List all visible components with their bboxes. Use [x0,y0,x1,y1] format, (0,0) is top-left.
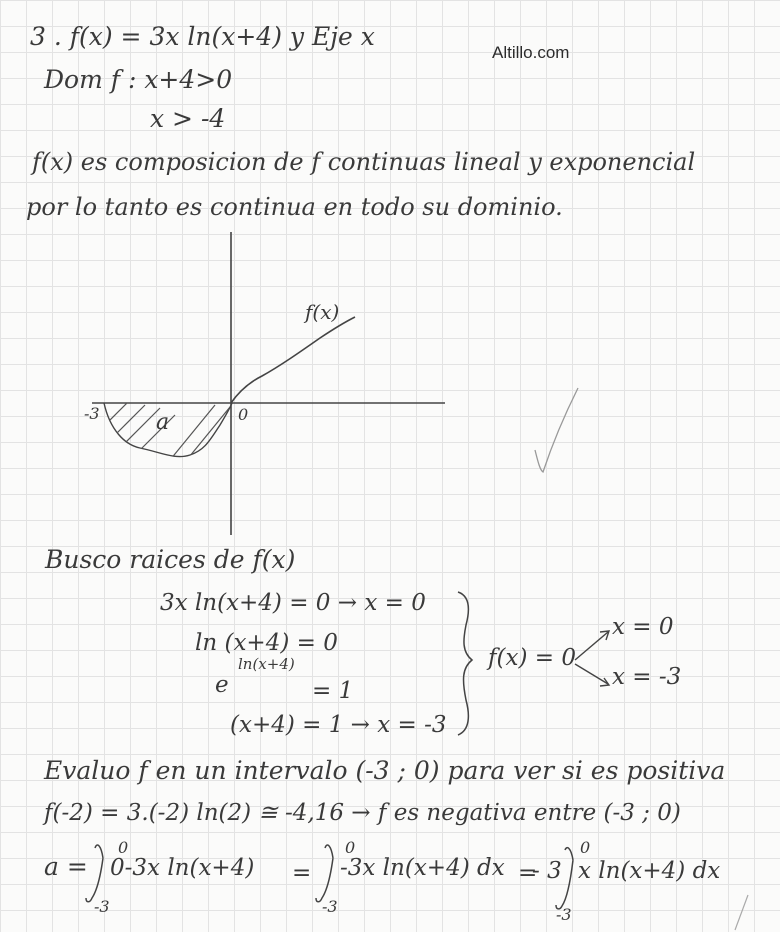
integral-sign-1 [86,845,103,902]
integral-2-lower: -3 [322,897,338,916]
roots-summary: f(x) = 0 [488,645,576,671]
integral-sign-2 [316,845,333,902]
arrow-up [575,632,608,660]
roots-line-3-rhs: = 1 [312,678,354,704]
integral-2-upper: 0 [345,838,356,857]
domain-result: x > -4 [150,104,226,133]
curve-label: f(x) [305,300,340,324]
right-brace [458,592,472,735]
roots-line-1: 3x ln(x+4) = 0 → x = 0 [160,590,426,616]
integral-3-upper: 0 [580,838,591,857]
continuity-line-2: por lo tanto es continua en todo su dominio. [26,193,563,221]
roots-line-4: (x+4) = 1 → x = -3 [230,712,447,738]
area-symbol: a = [44,852,88,881]
curve-positive-branch [231,317,355,403]
equals-2: = [518,860,538,886]
arrow-down [575,664,608,684]
left-tick-label: -3 [84,404,100,423]
region-label: a [156,410,170,435]
roots-heading: Busco raices de f(x) [45,545,296,574]
domain-condition: Dom f : x+4>0 [44,65,233,94]
shaded-area [100,400,240,462]
continuity-line-1: f(x) es composicion de f continuas lineal y exponencial [32,148,696,176]
integral-1-body: 0-3x ln(x+4) [110,855,255,881]
root-zero: x = 0 [612,614,674,640]
integral-3-lower: -3 [556,905,572,924]
integral-2-body: -3x ln(x+4) dx [340,855,505,881]
integral-1-upper: 0 [118,838,129,857]
problem-header: 3 . f(x) = 3x ln(x+4) y Eje x [30,22,375,51]
roots-line-2: ln (x+4) = 0 [195,630,338,656]
root-minus-three: x = -3 [612,664,682,690]
evaluation-line-1: Evaluo f en un intervalo (-3 ; 0) para ver si es positiva [44,756,726,785]
integral-3-prefix: - 3 [532,858,562,884]
integral-3-body: x ln(x+4) dx [578,858,721,884]
origin-label: 0 [238,405,249,424]
pencil-stroke [735,895,748,930]
roots-line-3-exponent: ln(x+4) [238,655,295,673]
evaluation-line-2: f(-2) = 3.(-2) ln(2) ≅ -4,16 → f es negativa entre (-3 ; 0) [44,800,681,826]
integral-1-lower: -3 [94,897,110,916]
watermark: Altillo.com [492,43,570,62]
roots-line-3-base: e [215,672,229,698]
equals-1: = [292,860,312,886]
check-mark-icon [535,388,578,472]
